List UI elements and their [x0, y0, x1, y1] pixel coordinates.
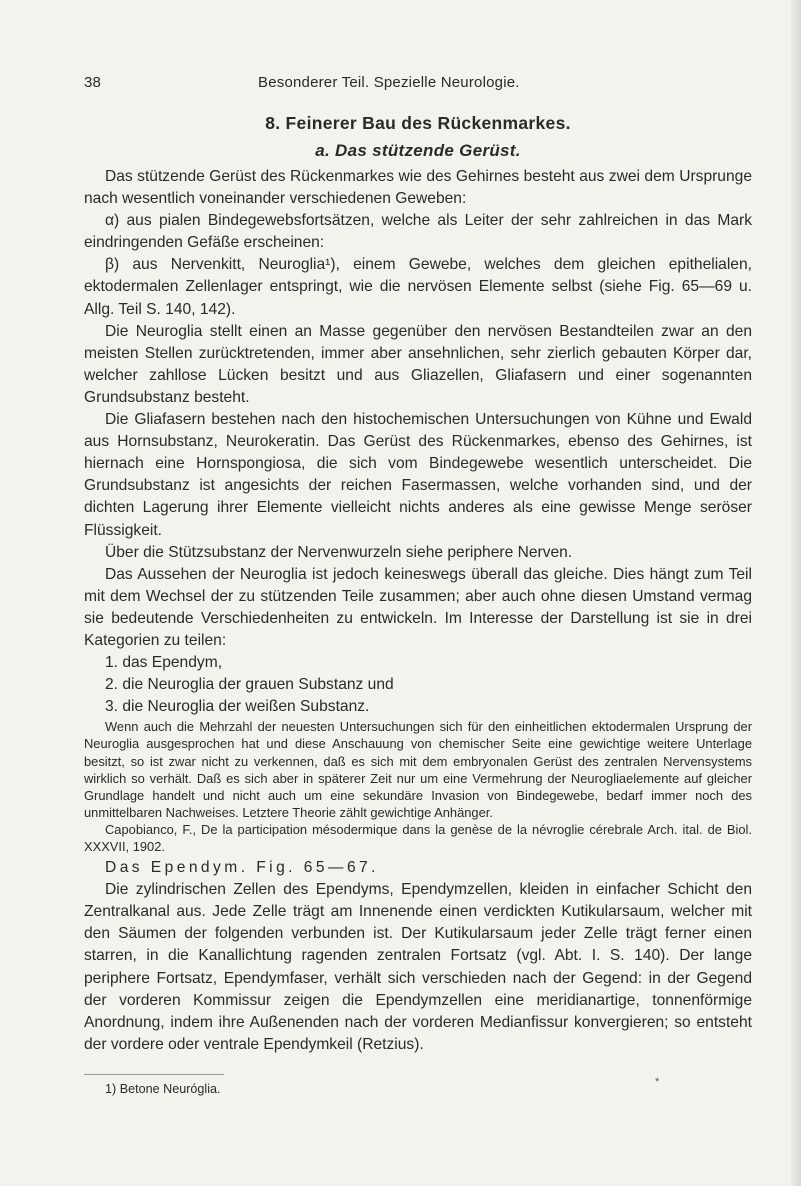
footnote: 1) Betone Neuróglia. [105, 1081, 221, 1096]
paragraph-aussehen: Das Aussehen der Neuroglia ist jedoch keineswegs überall das gleiche. Dies hängt zum Teil mit dem Wechsel der zu stützenden Teile zusammen; aber auch ohne diesen Umstand vermag sie bedeutende Verschiedenheiten zu entwickeln. Im Interesse der Darstellung ist sie in drei Kategorien zu teilen: [84, 565, 752, 649]
paragraph-nervenwurzeln: Über die Stützsubstanz der Nervenwurzeln siehe periphere Nerven. [105, 543, 573, 561]
section-title: 8. Feinerer Bau des Rückenmarkes. [265, 113, 571, 133]
page-edge-shadow [791, 0, 801, 1186]
list-item: 3. die Neuroglia der weißen Substanz. [105, 698, 370, 716]
paragraph-ependym: Die zylindrischen Zellen des Ependyms, Ependymzellen, kleiden in einfacher Schicht den Zentralkanal aus. Jede Zelle trägt am Innenende einen verdickten Kutikularsaum, welcher mit den Säumen der folgenden verbunden ist. Der Kutikularsaum jeder Zelle trägt ferner einen starren, in die Kanallichtung ragenden zentralen Fortsatz (vgl. Abt. I. S. 140). Der lange periphere Fortsatz, Ependymfaser, verhält sich verschieden nach der Gegend: in der Gegend der vorderen Kommissur zeigen die Ependymzellen eine meridianartige, tonnenförmige Anordnung, indem ihre Außenenden nach der vorderen Medianfissur konvergieren; so entsteht der vordere oder ventrale Ependymkeil (Retzius). [84, 881, 752, 1053]
printer-mark: * [655, 1076, 660, 1088]
section-subtitle: a. Das stützende Gerüst. [315, 141, 521, 160]
page-body [84, 108, 752, 1097]
reference-citation: Capobianco, F., De la participation mésodermique dans la genèse de la névroglie cérebrale Arch. ital. de Biol. XXXVII, 1902. [84, 821, 752, 854]
list-item: 1. das Ependym, [105, 654, 223, 672]
note-paragraph: Wenn auch die Mehrzahl der neuesten Untersuchungen sich für den einheitlichen ektodermalen Ursprung der Neuroglia ausgesprochen hat und diese Anschauung von chemischer Seite eine gewichtige weitere Unterlage besitzt, so ist zwar nicht zu verkennen, daß es sich mit dem embryonalen Gerüst des zentralen Nervensystems wirklich so verhält. Daß es sich aber in späterer Zeit nur um eine Vermehrung der Neurogliaelemente auf gleicher Grundlage handelt und nicht auch um eine sekundäre Invasion von Bindegewebe, bedarf immer noch des unmittelbaren Nachweises. Letztere Theorie zählt gewichtige Anhänger. [84, 719, 752, 820]
paragraph-alpha: α) aus pialen Bindegewebsfortsätzen, welche als Leiter der sehr zahlreichen in das Mark eindringenden Gefäße erscheinen: [84, 212, 752, 252]
paragraph-neuroglia: Die Neuroglia stellt einen an Masse gegenüber den nervösen Bestandteilen zwar an den meisten Stellen zurücktretenden, immer aber ansehnlichen, sehr zierlich gebauten Körper dar, welcher zahllose Lücken besitzt und aus Gliazellen, Gliafasern und einer sogenannten Grundsubstanz besteht. [84, 322, 752, 406]
paragraph-intro: Das stützende Gerüst des Rückenmarkes wie des Gehirnes besteht aus zwei dem Ursprunge nach wesentlich voneinander verschiedenen Geweben: [84, 168, 752, 208]
running-title: Besonderer Teil. Spezielle Neurologie. [258, 74, 520, 91]
ependym-heading: Das Ependym. Fig. 65—67. [105, 859, 379, 877]
page-number: 38 [84, 74, 102, 91]
small-print-note [84, 718, 752, 855]
list-item: 2. die Neuroglia der grauen Substanz und [105, 676, 394, 694]
footnote-rule [84, 1074, 224, 1075]
paragraph-beta: β) aus Nervenkitt, Neuroglia¹), einem Gewebe, welches dem gleichen epithelialen, ektodermalen Zellenlager entspringt, wie die nervösen Elemente selbst (siehe Fig. 65—69 u. Allg. Teil S. 140, 142). [84, 256, 752, 318]
paragraph-gliafasern: Die Gliafasern bestehen nach den histochemischen Untersuchungen von Kühne und Ewald aus Hornsubstanz, Neurokeratin. Das Gerüst des Rückenmarkes, ebenso des Gehirnes, ist hiernach eine Hornspongiosa, die sich vom Bindegewebe wesentlich unterscheidet. Die Grundsubstanz ist angesichts der reichen Fasermassen, welche vorhanden sind, und der dichten Lagerung ihrer Elemente vielleicht nichts anderes als eine gewisse Menge seröser Flüssigkeit. [84, 411, 752, 539]
category-list [84, 652, 752, 718]
